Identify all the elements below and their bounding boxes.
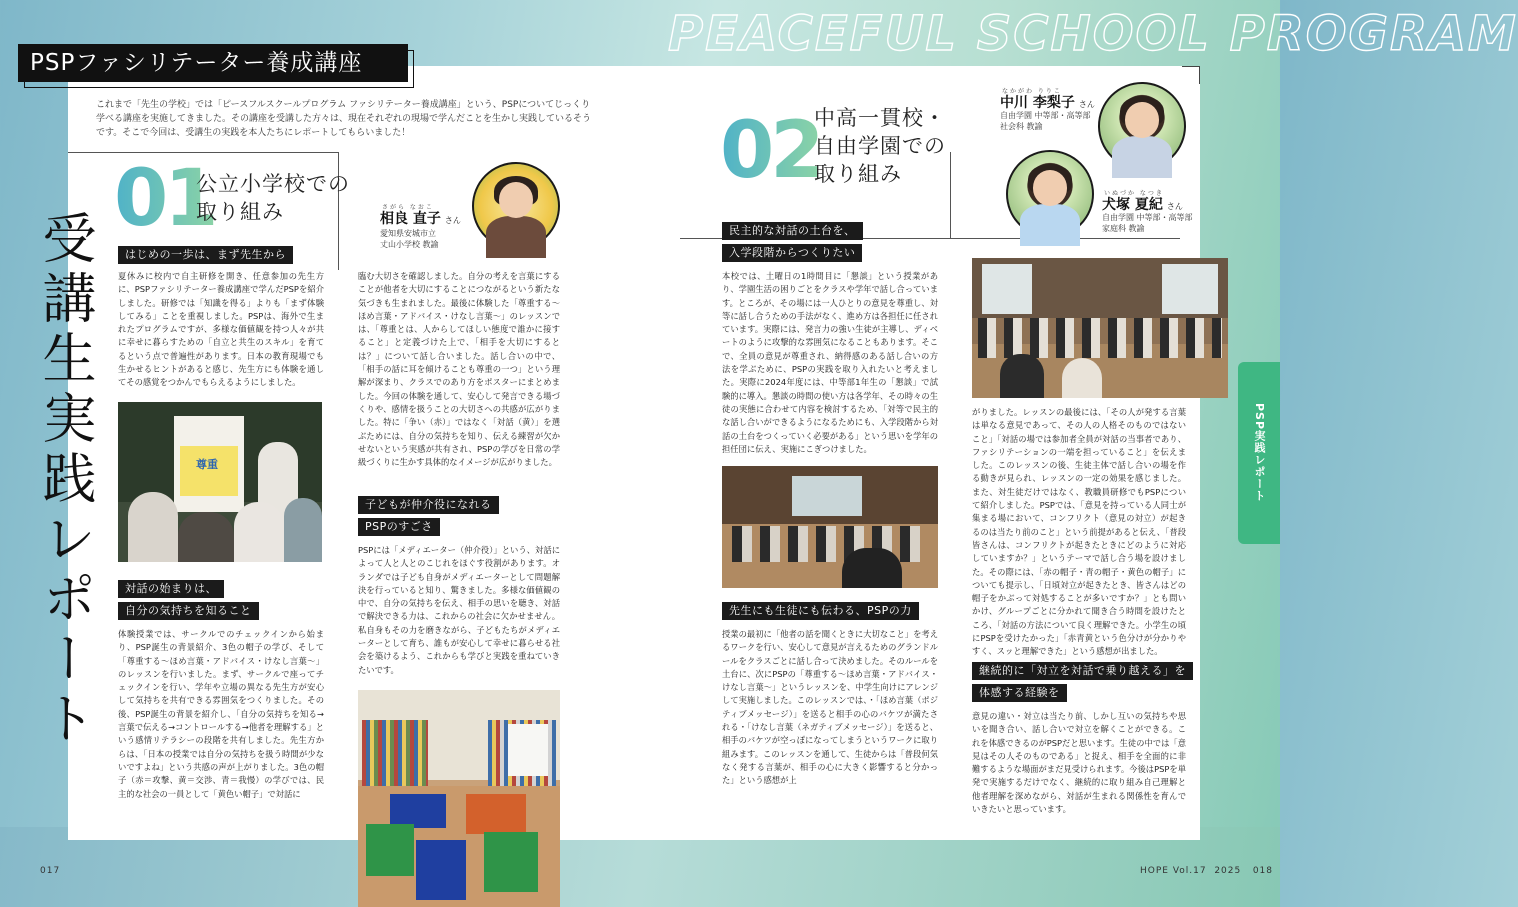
person-name-text: 犬塚 夏紀 [1102, 197, 1163, 213]
program-banner: PEACEFUL SCHOOL PROGRAM [668, 6, 1518, 62]
person-name-text: 中川 李梨子 [1000, 95, 1075, 111]
subheading-tag: 継続的に「対立を対話で乗り越える」を [972, 662, 1193, 680]
body-text: 体験授業では、サークルでのチェックインから始まり、PSP誕生の背景紹介、3色の帽子の学び、そして「尊重する〜ほめ言葉・アドバイス・けなし言葉〜」のレッスンを行いました。まず、サークルで座ってチェックインを行い、学年や立場の異なる先生方が安心して気持ちを共有できる雰囲気をつくりました。その後、PSP誕生の背景を紹介し、「自分の気持ちを知る→言葉で伝える→コントロールする→他者を理解する」という感情リテラシーの段階を共有しました。先生方からは、「日本の授業では自分の気持ちを扱う時間が少ないですよね」という共感の声が上がりました。3色の帽子（赤＝攻撃、黄＝交渉、青＝我慢）の学びでは、民主的な社会の一員として「黄色い帽子」で対話に [118, 629, 324, 799]
photo-person [178, 512, 234, 562]
section-heading [196, 170, 350, 226]
person-affiliation [1000, 110, 1091, 132]
photo-school-hall [722, 466, 938, 588]
photo-cube-blue [390, 794, 446, 828]
photo-person [1000, 354, 1044, 398]
photo-person [284, 498, 322, 562]
avatar-body [486, 216, 546, 258]
body-text: 本校では、土曜日の1時間目に「懇談」という授業があり、学園生活の困りごとをクラスや学年で話し合っています。ところが、その場には一人ひとりの意見を尊重し、対等に話し合うための手法がなく、進め方は各担任に任されています。実際には、発言力の強い生徒が主導し、ディベートのように攻撃的な雰囲気になることもあります。そこで、全員の意見が尊重され、納得感のある話し合いの方法を学ぶために、PSPの実践を取り入れたいと考えました。実際に2024年度には、中等部1年生の「懇談」で試験的に導入。懇談の時間の使い方は各学年、その時々の生徒の実態に合わせて内容を検討するため、「対等で民主的な話し合いができるようになるためにも、入学段階から対話の土台をつくっていく必要がある」という思いを学年の担任団に伝え、実施にこぎつけました。 [722, 271, 938, 454]
avatar-body [1020, 204, 1080, 246]
photo-board-text: 尊重 [196, 458, 218, 471]
photo-people [978, 318, 1222, 358]
person-affiliation [380, 228, 439, 250]
affiliation-line: 家庭科 教諭 [1102, 224, 1145, 233]
person-name [1102, 194, 1183, 214]
photo-library-room [358, 690, 560, 907]
photo-bookshelf [362, 720, 428, 790]
photo-cube-blue [416, 840, 466, 900]
person-name [1000, 92, 1095, 112]
body-text: 臨む大切さを確認しました。自分の考えを言葉にすることが他者を大切にすることにつながるという新たな気づきも生まれました。最後に体験した「尊重する〜ほめ言葉・アドバイス・けなし言葉〜」のレッスンでは、「尊重とは、人からしてほしい態度で誰かに接すること」と定義づけた上で、「相手を大切にするとは？」について話し合いました。話し合いの中で、「相手の話に耳を傾けることも尊重の一つ」という理解が深まり、クラスでのあり方をポスターにまとめました。今回の体験を通して、安心して発言できる場づくりや、感情を扱うことの大切さへの共感が広がりました。特に「争い（赤）」ではなく「対話（黄）」を選ぶためには、自分の気持ちを知り、伝える練習が欠かせないという実感が共有され、PSPの学びを日常の学級づくりに生かす具体的なイメージが広がりました。 [358, 271, 560, 468]
subheading-tag: 民主的な対話の土台を、 [722, 222, 863, 240]
vertical-title: 受講生実践レポート [34, 210, 97, 750]
photo-person [842, 548, 902, 588]
avatar-face [499, 182, 533, 217]
section-heading-line: 中高一貫校・ [814, 106, 946, 130]
photo-window [982, 264, 1032, 314]
photo-cube-green [484, 832, 538, 892]
subheading-tag: 対話の始まりは、 [118, 580, 224, 598]
section-heading-line: 公立小学校での [196, 172, 350, 196]
affiliation-line: 自由学園 中等部・高等部 [1000, 111, 1091, 120]
affiliation-line: 愛知県安城市立 [380, 229, 436, 238]
subheading-tag: PSPのすごさ [358, 518, 440, 536]
section-heading-line: 取り組み [814, 162, 902, 186]
photo-classroom-poster [118, 402, 322, 562]
photo-people [732, 526, 928, 562]
honorific: さん [1166, 202, 1183, 211]
avatar [472, 162, 560, 250]
affiliation-line: 社会科 教諭 [1000, 122, 1043, 131]
side-tab[interactable]: PSP実践レポート [1238, 362, 1280, 544]
subheading-tag: はじめの一歩は、まず先生から [118, 246, 293, 264]
person-ruby: さがら なおこ [382, 204, 434, 211]
photo-person [1062, 358, 1102, 398]
honorific: さん [1078, 100, 1095, 109]
person-name [380, 208, 461, 228]
person-name-text: 相良 直子 [380, 211, 441, 227]
photo-window [1162, 264, 1218, 314]
avatar-face [1125, 102, 1159, 137]
person-ruby: いぬづか なつき [1104, 190, 1164, 197]
body-text: 授業の最初に「他者の話を聞くときに大切なこと」を考えるワークを行い、安心して意見が言えるためのグランドルールをクラスごとに話し合って決めました。そのルールを土台に、次にPSPの「尊重する〜ほめ言葉・アドバイス・けなし言葉〜」というレッスンを、中学生向けにアレンジして実施しました。このレッスンでは、・「ほめ言葉（ポジティブメッセージ）」を送ると相手の心のバケツが満たされる・「けなし言葉（ネガティブメッセージ）」を送ると、相手のバケツが空っぽになってしまうというワークに取り組みます。このレッスンを通して、生徒からは「普段何気なく発する言葉が、相手の心に大きく影響すると分かった」という感想が上 [722, 629, 938, 786]
honorific: さん [444, 216, 461, 225]
subheading-tag: 先生にも生徒にも伝わる、PSPの力 [722, 602, 919, 620]
photo-cube-orange [466, 794, 526, 834]
page-number-left: 017 [40, 866, 61, 876]
section-heading-line: 自由学園での [814, 134, 946, 158]
affiliation-line: 自由学園 中等部・高等部 [1102, 213, 1193, 222]
divider [950, 152, 951, 238]
body-text: 意見の違い・対立は当たり前、しかし互いの気持ちや思いを聞き合い、話し合いで対立を解くことができる。これを体感できるのがPSPだと思います。生徒の中では「意見はその人そのものである」と捉え、相手を全面的に非難するような場面がまだ見受けられます。今後はPSPを単発で実施するだけでなく、継続的に取り組み自己理解と他者理解を深めながら、対話が生まれる関係性を育んでいきたいと思っています。 [972, 711, 1186, 815]
body-text: がりました。レッスンの最後には、「その人が発する言葉は単なる意見であって、その人の人格そのものではないこと」「対話の場では参加者全員が対話の当事者であり、ファシリテーションの一端を担っていること」を伝えました。このレッスンの後、生徒主体で話し合いの場を作る動きが見られ、レッスンの一定の効果を感じました。また、対生徒だけではなく、教職員研修でもPSPについて紹介しました。PSPでは、「意見を持っている人同士が集まる場において、コンフリクト（意見の対立）が起きるのは当たり前のこと」という前提があると伝え、「普段皆さんは、コンフリクトが起きたときにどのように対応していますか？」というテーマで話し合う場を設けました。その際には、「赤の帽子・青の帽子・黄色の帽子」についても提示し、「日頃対立が起きたとき、皆さんはどの帽子をかぶって対処することが多いですか？」とも問いかけ、グループごとに分かれて聞き合う時間を設けたところ、「対話の方法について良く理解できた。小学生の頃にPSPを受けたかった」「赤青黄という色分けが分かりやすく、スッと理解できた」という感想が出ました。 [972, 407, 1186, 657]
section-heading [814, 104, 946, 188]
subheading-tag: 自分の気持ちを知ること [118, 602, 259, 620]
person-ruby: なかがわ りりこ [1002, 88, 1062, 95]
subheading-tag: 子どもが仲介役になれる [358, 496, 499, 514]
intro-text: これまで「先生の学校」では「ピースフルスクールプログラム ファシリテーター養成講座」という、PSPについてじっくり学べる講座を実施してきました。その講座を受講した方々は、現在それぞれの現場で学んだことを生かし実践しているそうです。そこで今回は、受講生の実践を本人たちにレポートしてもらいました！ [96, 100, 592, 138]
avatar [1006, 150, 1094, 238]
photo-window [792, 476, 862, 516]
affiliation-line: 丈山小学校 教諭 [380, 240, 439, 249]
page-title: PSPファシリテーター養成講座 [18, 44, 408, 82]
divider [68, 152, 338, 153]
avatar-face [1033, 170, 1067, 205]
photo-discussion-room [972, 258, 1228, 398]
section-number: 01 [114, 154, 215, 244]
person-affiliation [1102, 212, 1193, 234]
page-number-right: HOPE Vol.17 2025 018 [1140, 866, 1273, 876]
photo-person [234, 502, 284, 562]
body-text: PSPには「メディエーター（仲介役）」という、対話によって人と人とのこじれをほぐす役割があります。オランダでは子ども自身がメディエーターとして問題解決を行っていると知り、驚きました。多様な価値観の中で、自分の気持ちを伝え、相手の思いを聴き、対話で解決できる力は、これからの社会に欠かせません。私自身もその力を磨きながら、子どもたちがメディエーターとして育ち、誰もが安心して幸せに暮らせる社会を築けるよう、これからも学びと実践を重ねていきたいです。 [358, 545, 560, 675]
corner-mark [1182, 66, 1200, 84]
subheading-tag: 入学段階からつくりたい [722, 244, 862, 262]
section-number: 02 [720, 106, 821, 196]
photo-whiteboard [508, 724, 548, 776]
avatar [1098, 82, 1186, 170]
avatar-body [1112, 136, 1172, 178]
photo-cube-green [366, 824, 414, 876]
photo-person [128, 492, 178, 562]
subheading-tag: 体感する経験を [972, 684, 1067, 702]
section-heading-line: 取り組み [196, 200, 284, 224]
body-text: 夏休みに校内で自主研修を開き、任意参加の先生方に、PSPファシリテーター養成講座で学んだPSPを紹介しました。研修では「知識を得る」よりも「まず体験してみる」ことを重視しました。PSPは、海外で生まれたプログラムですが、多様な価値観を持つ人々が共に幸せに暮らすための「自立と共生のスキル」を育てるという点で普遍性があります。日本の教育現場でも生かせるヒントがあると感じ、先生方にも体験を通してその感覚をつかんでもらえるようにしました。 [118, 271, 324, 388]
